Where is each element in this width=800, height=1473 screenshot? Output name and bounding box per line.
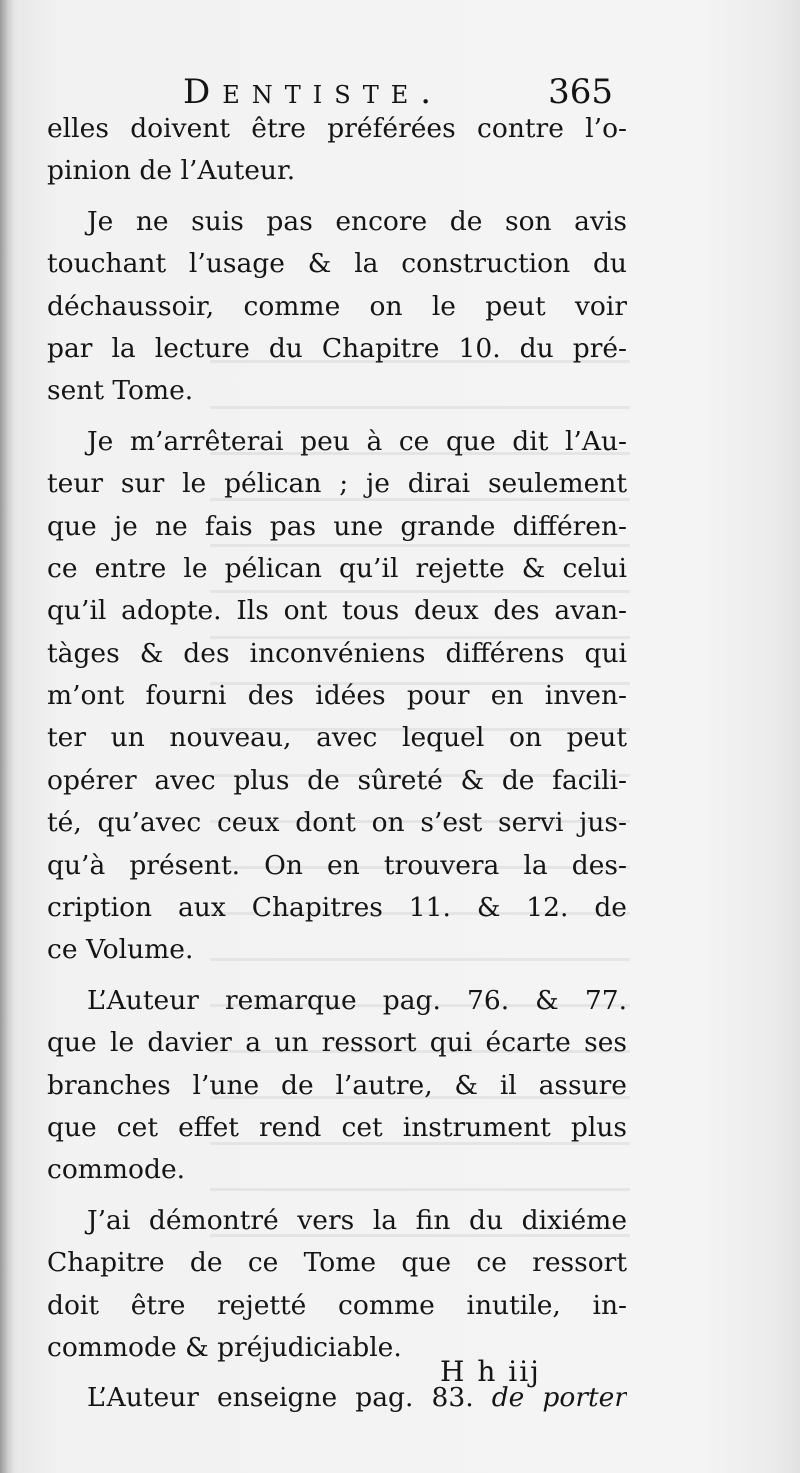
text-line: tàges & des inconvéniens différens qui bbox=[47, 637, 627, 669]
text-line: J’ai démontré vers la fin du dixiéme bbox=[87, 1204, 627, 1236]
text-line: elles doivent être préférées contre l’o- bbox=[47, 113, 627, 144]
text-line: opérer avec plus de sûreté & de facili- bbox=[47, 764, 627, 796]
text-line: Je m’arrêterai peu à ce que dit l’Au- bbox=[87, 425, 627, 457]
text-line: touchant l’usage & la construction du bbox=[47, 248, 627, 280]
text-line: par la lecture du Chapitre 10. du pré- bbox=[47, 332, 627, 364]
text-line: commode & préjudiciable. bbox=[47, 1331, 402, 1363]
text-line: que je ne fais pas une grande différen- bbox=[47, 510, 627, 542]
text-line: pinion de l’Auteur. bbox=[47, 155, 296, 187]
text-line: doit être rejetté comme inutile, in- bbox=[47, 1289, 627, 1321]
text-line: ce entre le pélican qu’il rejette & celui bbox=[47, 552, 627, 584]
text-line: té, qu’avec ceux dont on s’est servi jus- bbox=[47, 807, 627, 839]
text-line: que cet effet rend cet instrument plus bbox=[47, 1111, 627, 1143]
text-line: Chapitre de ce Tome que ce ressort bbox=[47, 1247, 627, 1279]
body-text bbox=[47, 108, 627, 1420]
text-line: que le davier a un ressort qui écarte ses bbox=[47, 1027, 627, 1059]
text-line: m’ont fourni des idées pour en inven- bbox=[47, 680, 627, 712]
text-line: commode. bbox=[47, 1154, 186, 1186]
italic-segment: de porter bbox=[491, 1382, 627, 1414]
text-line: teur sur le pélican ; je dirai seulement bbox=[47, 468, 627, 500]
text-line: L’Auteur remarque pag. 76. & 77. bbox=[87, 984, 627, 1016]
text-line: ter un nouveau, avec lequel on peut bbox=[47, 722, 627, 754]
text-line: qu’à présent. On en trouvera la des- bbox=[47, 849, 627, 881]
binding-shadow bbox=[0, 0, 14, 1473]
text-line: branches l’une de l’autre, & il assure bbox=[47, 1069, 627, 1101]
signature-mark: H h iij bbox=[440, 1355, 541, 1388]
text-line: qu’il adopte. Ils ont tous deux des avan- bbox=[47, 595, 627, 627]
text-line: ce Volume. bbox=[47, 934, 194, 966]
text-line: Je ne suis pas encore de son avis bbox=[87, 205, 627, 237]
page-number: 365 bbox=[548, 72, 613, 112]
text-line: déchaussoir, comme on le peut voir bbox=[47, 290, 627, 322]
text-line: sent Tome. bbox=[47, 375, 194, 407]
running-head: Dentiste. bbox=[183, 72, 444, 112]
text-segment: L’Auteur enseigne pag. 83. bbox=[87, 1382, 474, 1414]
text-line: cription aux Chapitres 11. & 12. de bbox=[47, 892, 627, 924]
